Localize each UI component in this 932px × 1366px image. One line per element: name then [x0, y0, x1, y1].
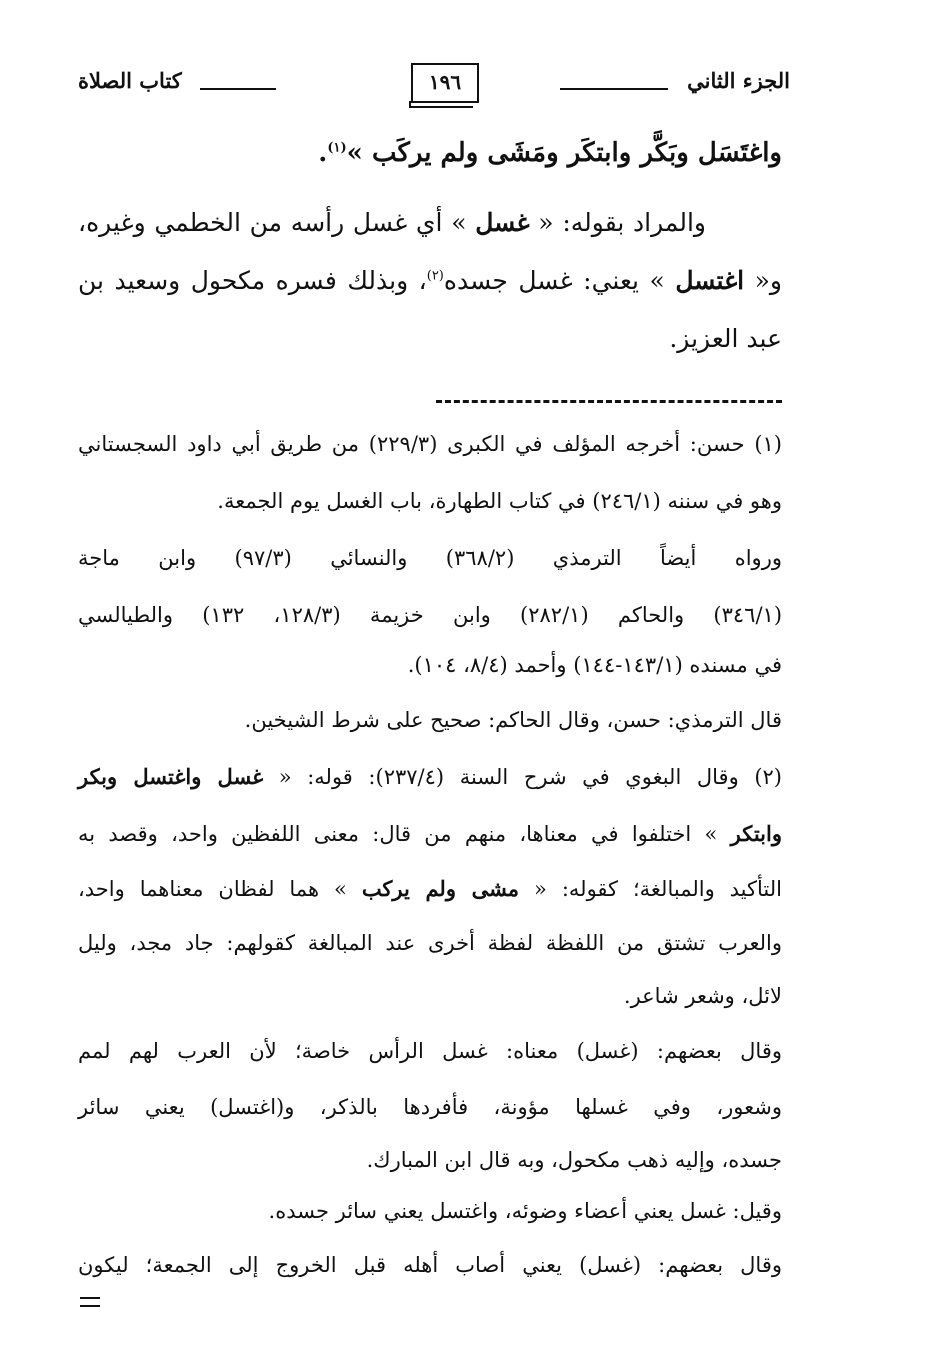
footnote-keyword: وابتكر	[730, 821, 782, 846]
footnote-2-line-10: وقال بعضهم: (غسل) يعني أصاب أهله قبل الخروج إلى الجمعة؛ ليكون	[78, 1253, 782, 1277]
footnote-ref-2: (٢)	[426, 268, 444, 284]
main-text-keyword: اغتسل	[675, 266, 745, 295]
page-header	[78, 60, 790, 110]
footnote-1-line-4: (٣٤٦/١) والحاكم (٢٨٢/١) وابن خزيمة (١٢٨/٣، ١٣٢) والطيالسي	[78, 603, 783, 627]
main-text-line-1	[318, 138, 782, 168]
footnote-2-line-9: وقيل: غسل يعني أعضاء وضوئه، واغتسل يعني سائر جسده.	[268, 1199, 782, 1223]
header-rule-left	[200, 88, 276, 90]
footnote-2-line-1	[78, 764, 782, 789]
footnote-keyword: مشى ولم يركب	[361, 876, 520, 901]
main-text-segment: والمراد بقوله: «	[538, 208, 706, 237]
footnote-2-line-4: والعرب تشتق من اللفظة لفظة أخرى عند المبالغة كقولهم: جاد مجد، وليل	[78, 931, 782, 955]
footnote-1-line-6: قال الترمذي: حسن، وقال الحاكم: صحيح على شرط الشيخين.	[244, 708, 782, 732]
book-title: كتاب الصلاة	[78, 68, 182, 93]
footnote-text-segment: (٢) وقال البغوي في شرح السنة (٢٣٧/٤): قوله: «	[278, 765, 782, 789]
footnote-2-line-2	[78, 821, 782, 846]
footnote-separator	[436, 400, 782, 403]
main-text-line-3	[78, 266, 782, 295]
header-rule-right	[560, 88, 668, 90]
footnote-1-line-1: (١) حسن: أخرجه المؤلف في الكبرى (٢٢٩/٣) من طريق أبي داود السجستاني	[78, 432, 782, 456]
footnote-2-line-3	[78, 876, 782, 901]
footnote-2-line-7: وشعور، وفي غسلها مؤونة، فأفردها بالذكر، و(اغتسل) يعني سائر	[78, 1095, 782, 1119]
footnote-text-segment: » هما لفظان معناهما واحد،	[78, 877, 347, 901]
part-title: الجزء الثاني	[687, 68, 790, 93]
main-text-line-2	[78, 208, 706, 237]
footnote-ref-1: (١)	[327, 140, 347, 156]
footnote-2-line-8: جسده، وإليه ذهب مكحول، وبه قال ابن المبارك.	[366, 1148, 782, 1172]
main-text-segment: » أي غسل رأسه من الخطمي وغيره،	[78, 208, 467, 237]
continuation-mark	[80, 1297, 100, 1307]
footnote-1-line-2: وهو في سننه (٢٤٦/١) في كتاب الطهارة، باب الغسل يوم الجمعة.	[217, 489, 782, 513]
main-text-keyword: غسل	[475, 208, 530, 237]
page-number: ١٩٦	[411, 63, 479, 103]
footnote-text-segment: » اختلفوا في معناها، منهم من قال: معنى اللفظين واحد، وقصد به	[78, 822, 718, 846]
footnote-1-line-3: ورواه أيضاً الترمذي (٣٦٨/٢) والنسائي (٩٧/٣) وابن ماجة	[78, 546, 782, 570]
main-text-segment: و«	[754, 266, 783, 295]
main-text-line-4: عبد العزيز.	[669, 324, 782, 353]
footnote-1-line-5: في مسنده (١٤٣/١-١٤٤) وأحمد (٨/٤، ١٠٤).	[407, 653, 782, 677]
footnote-text-segment: التأكيد والمبالغة؛ كقوله: «	[534, 877, 782, 901]
footnote-2-line-5: لائل، وشعر شاعر.	[623, 984, 782, 1008]
main-text-segment: .	[318, 138, 328, 168]
main-text-segment: واغتَسَل وبَكَّر وابتكَر ومَشَى ولم يركَب »	[346, 138, 782, 168]
footnote-keyword: غسل واغتسل وبكر	[78, 764, 264, 789]
main-text-segment: ، وبذلك فسره مكحول وسعيد بن	[78, 266, 427, 295]
footnote-2-line-6: وقال بعضهم: (غسل) معناه: غسل الرأس خاصة؛ لأن العرب لهم لمم	[78, 1039, 782, 1063]
main-text-segment: » يعني: غسل جسده	[443, 266, 665, 295]
